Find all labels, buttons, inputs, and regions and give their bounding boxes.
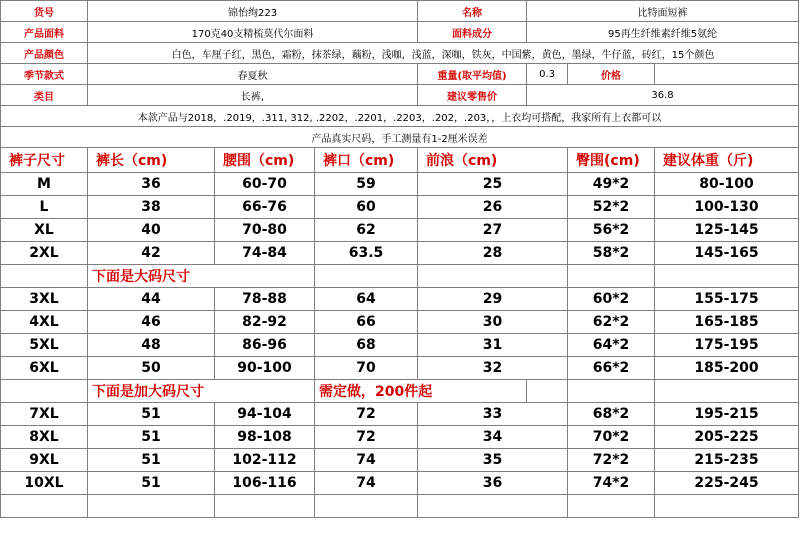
cell-front-rise: 31: [418, 334, 568, 357]
cell-leg-opening: 70: [315, 357, 418, 380]
price-label: 价格: [568, 64, 655, 85]
cell-hip: 68*2: [568, 403, 655, 426]
cell-size: 3XL: [1, 288, 88, 311]
category-row: [1, 85, 799, 106]
cell-front-rise: 27: [418, 219, 568, 242]
empty-cell: [1, 265, 88, 288]
header-size: 裤子尺寸: [1, 148, 88, 173]
custom-order-note: 需定做，200件起: [315, 380, 527, 403]
cell-weight: 80-100: [655, 173, 799, 196]
cell-front-rise: 35: [418, 449, 568, 472]
cell-waist: 74-84: [215, 242, 315, 265]
composition-label: 面料成分: [418, 22, 527, 43]
cell-front-rise: 29: [418, 288, 568, 311]
item-no-value: 锦怡绚223: [88, 1, 418, 22]
empty-cell: [568, 265, 655, 288]
size-row: [1, 173, 799, 196]
cell-size: XL: [1, 219, 88, 242]
name-label: 名称: [418, 1, 527, 22]
fabric-label: 产品面料: [1, 22, 88, 43]
header-leg-opening: 裤口（cm): [315, 148, 418, 173]
extra-big-note-row: [1, 380, 799, 403]
cell-waist: 86-96: [215, 334, 315, 357]
header-length: 裤长（cm): [88, 148, 215, 173]
cell-length: 51: [88, 472, 215, 495]
empty-cell: [315, 265, 418, 288]
cell-leg-opening: 62: [315, 219, 418, 242]
cell-front-rise: 26: [418, 196, 568, 219]
cell-size: M: [1, 173, 88, 196]
cell-weight: 185-200: [655, 357, 799, 380]
big-size-rows: [1, 288, 799, 380]
cell-size: 4XL: [1, 311, 88, 334]
header-weight: 建议体重（斤): [655, 148, 799, 173]
retail-label: 建议零售价: [418, 85, 527, 106]
weight-value: 0.3: [527, 64, 568, 85]
size-row: [1, 449, 799, 472]
size-row: [1, 426, 799, 449]
season-label: 季节款式: [1, 64, 88, 85]
cell-leg-opening: 74: [315, 449, 418, 472]
measure-note-row: [1, 127, 799, 148]
size-row: [1, 311, 799, 334]
item-no-label: 货号: [1, 1, 88, 22]
extra-big-size-rows: [1, 403, 799, 495]
cell-front-rise: 32: [418, 357, 568, 380]
season-value: 春夏秋: [88, 64, 418, 85]
empty-cell: [568, 495, 655, 518]
cell-leg-opening: 59: [315, 173, 418, 196]
cell-size: 7XL: [1, 403, 88, 426]
name-value: 比特面短裤: [527, 1, 799, 22]
cell-hip: 60*2: [568, 288, 655, 311]
cell-length: 51: [88, 426, 215, 449]
cell-weight: 125-145: [655, 219, 799, 242]
cell-leg-opening: 72: [315, 426, 418, 449]
cell-waist: 78-88: [215, 288, 315, 311]
cell-waist: 98-108: [215, 426, 315, 449]
empty-cell: [655, 495, 799, 518]
cell-weight: 165-185: [655, 311, 799, 334]
empty-cell: [655, 265, 799, 288]
size-row: [1, 357, 799, 380]
size-row: [1, 288, 799, 311]
cell-length: 48: [88, 334, 215, 357]
cell-hip: 62*2: [568, 311, 655, 334]
season-row: [1, 64, 799, 85]
extra-big-note: 下面是加大码尺寸: [88, 380, 315, 403]
cell-weight: 205-225: [655, 426, 799, 449]
empty-cell: [568, 380, 655, 403]
matching-note: 本款产品与2018，.2019，.311, 312, .2202，.2201，.2203，.202，.203，，上衣均可搭配，我家所有上衣都可以: [1, 106, 799, 127]
cell-length: 44: [88, 288, 215, 311]
size-row: [1, 472, 799, 495]
empty-cell: [527, 380, 568, 403]
empty-cell: [655, 380, 799, 403]
size-row: [1, 403, 799, 426]
cell-hip: 70*2: [568, 426, 655, 449]
cell-weight: 175-195: [655, 334, 799, 357]
size-row: [1, 219, 799, 242]
cell-front-rise: 25: [418, 173, 568, 196]
cell-front-rise: 34: [418, 426, 568, 449]
cell-size: L: [1, 196, 88, 219]
cell-hip: 56*2: [568, 219, 655, 242]
matching-note-row: [1, 106, 799, 127]
cell-leg-opening: 60: [315, 196, 418, 219]
colors-value: 白色，车厘子红，黑色，霜粉，抹茶绿，藕粉，浅咖，浅蓝，深咖，铁灰，中国紫，黄色，墨绿，牛仔蓝，砖红，15个颜色: [88, 43, 799, 64]
header-front-rise: 前浪（cm): [418, 148, 568, 173]
cell-leg-opening: 74: [315, 472, 418, 495]
composition-value: 95再生纤维素纤维5氨纶: [527, 22, 799, 43]
cell-leg-opening: 68: [315, 334, 418, 357]
cell-length: 42: [88, 242, 215, 265]
header-hip: 臀围(cm): [568, 148, 655, 173]
cell-length: 40: [88, 219, 215, 242]
cell-size: 9XL: [1, 449, 88, 472]
item-no-row: [1, 1, 799, 22]
header-waist: 腰围（cm): [215, 148, 315, 173]
empty-cell: [88, 495, 215, 518]
cell-hip: 49*2: [568, 173, 655, 196]
empty-cell: [215, 495, 315, 518]
cell-hip: 58*2: [568, 242, 655, 265]
size-table-header: [1, 148, 799, 173]
cell-waist: 106-116: [215, 472, 315, 495]
cell-front-rise: 30: [418, 311, 568, 334]
size-row: [1, 196, 799, 219]
cell-size: 2XL: [1, 242, 88, 265]
cell-size: 5XL: [1, 334, 88, 357]
cell-size: 10XL: [1, 472, 88, 495]
retail-value: 36.8: [527, 85, 799, 106]
size-row: [1, 242, 799, 265]
cell-hip: 74*2: [568, 472, 655, 495]
cell-length: 51: [88, 449, 215, 472]
blank-row: [1, 495, 799, 518]
empty-cell: [1, 495, 88, 518]
cell-waist: 82-92: [215, 311, 315, 334]
cell-weight: 100-130: [655, 196, 799, 219]
cell-size: 6XL: [1, 357, 88, 380]
big-size-note-row: [1, 265, 799, 288]
cell-leg-opening: 63.5: [315, 242, 418, 265]
price-value: [655, 64, 799, 85]
cell-waist: 94-104: [215, 403, 315, 426]
cell-length: 38: [88, 196, 215, 219]
fabric-row: [1, 22, 799, 43]
cell-hip: 52*2: [568, 196, 655, 219]
colors-label: 产品颜色: [1, 43, 88, 64]
cell-waist: 66-76: [215, 196, 315, 219]
cell-hip: 66*2: [568, 357, 655, 380]
cell-size: 8XL: [1, 426, 88, 449]
empty-cell: [1, 380, 88, 403]
category-label: 类目: [1, 85, 88, 106]
cell-hip: 64*2: [568, 334, 655, 357]
cell-waist: 70-80: [215, 219, 315, 242]
empty-cell: [315, 495, 418, 518]
category-value: 长裤,: [88, 85, 418, 106]
cell-weight: 215-235: [655, 449, 799, 472]
size-row: [1, 334, 799, 357]
fabric-value: 170克40支精梳莫代尔面料: [88, 22, 418, 43]
cell-weight: 145-165: [655, 242, 799, 265]
measure-note: 产品真实尺码，手工测量有1-2厘米误差: [1, 127, 799, 148]
cell-front-rise: 33: [418, 403, 568, 426]
cell-waist: 60-70: [215, 173, 315, 196]
cell-weight: 195-215: [655, 403, 799, 426]
standard-size-rows: [1, 173, 799, 265]
cell-weight: 225-245: [655, 472, 799, 495]
big-size-note: 下面是大码尺寸: [88, 265, 315, 288]
weight-label: 重量(取平均值): [418, 64, 527, 85]
cell-waist: 90-100: [215, 357, 315, 380]
empty-cell: [418, 495, 568, 518]
cell-leg-opening: 72: [315, 403, 418, 426]
cell-leg-opening: 66: [315, 311, 418, 334]
colors-row: [1, 43, 799, 64]
cell-length: 36: [88, 173, 215, 196]
cell-front-rise: 28: [418, 242, 568, 265]
empty-cell: [418, 265, 568, 288]
cell-weight: 155-175: [655, 288, 799, 311]
cell-length: 46: [88, 311, 215, 334]
cell-waist: 102-112: [215, 449, 315, 472]
cell-front-rise: 36: [418, 472, 568, 495]
cell-length: 51: [88, 403, 215, 426]
cell-leg-opening: 64: [315, 288, 418, 311]
cell-length: 50: [88, 357, 215, 380]
cell-hip: 72*2: [568, 449, 655, 472]
